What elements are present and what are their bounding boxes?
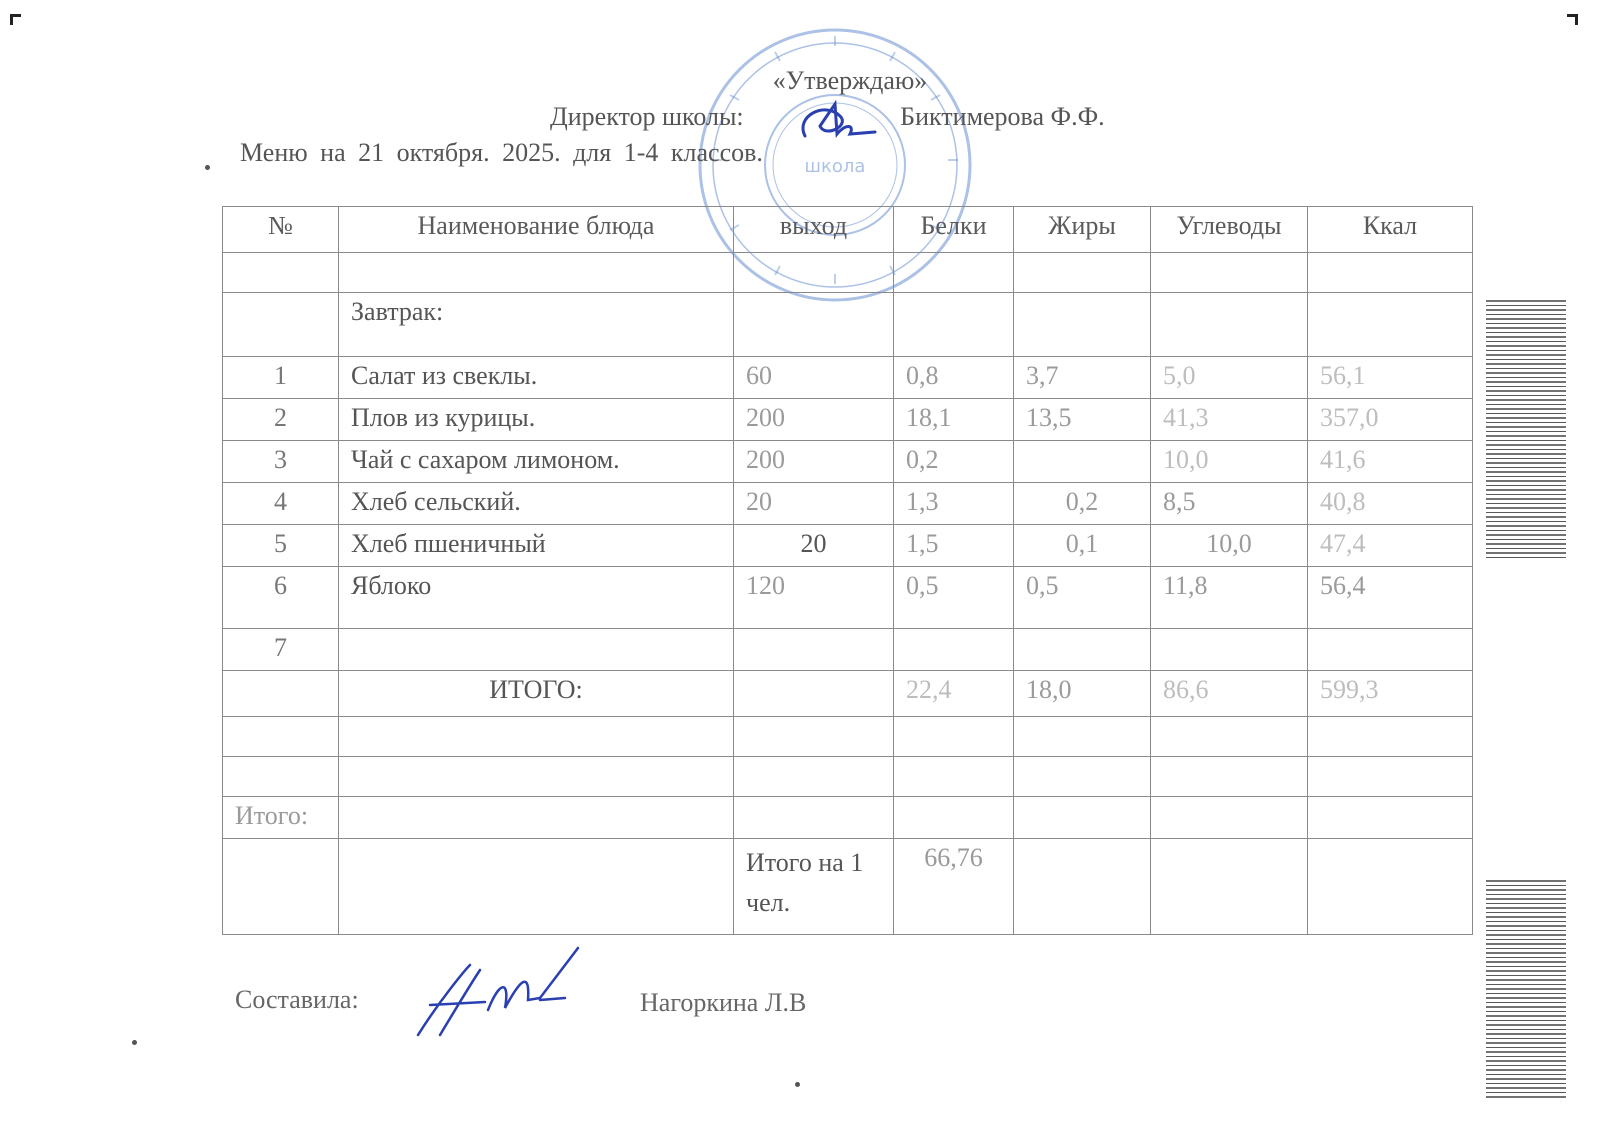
dish-name: Чай с сахаром лимоном. [339,441,734,483]
composed-by-label: Составила: [235,985,359,1014]
total-label: ИТОГО: [339,671,734,717]
dish-kcal: 56,1 [1308,357,1473,399]
dish-carbs: 11,8 [1151,567,1308,629]
dish-protein: 0,5 [894,567,1014,629]
dish-kcal: 56,4 [1308,567,1473,629]
dish-protein: 0,8 [894,357,1014,399]
table-row [223,441,1473,483]
dish-carbs [1151,629,1308,671]
dish-kcal: 357,0 [1308,399,1473,441]
per-person-label: Итого на 1 чел. [734,839,894,935]
menu-title: Меню на 21 октября. 2025. для 1-4 классов. [240,138,763,167]
dish-kcal: 41,6 [1308,441,1473,483]
dish-kcal: 47,4 [1308,525,1473,567]
dish-fat [1014,629,1151,671]
total-carbs: 86,6 [1151,671,1308,717]
dish-output: 20 [734,483,894,525]
row-number: 3 [223,441,339,483]
scan-corner-mark [10,14,21,25]
approval-heading: «Утверждаю» [772,66,928,95]
table-row-grand-total [223,797,1473,839]
dish-fat: 13,5 [1014,399,1151,441]
dish-name [339,629,734,671]
total-protein: 22,4 [894,671,1014,717]
dish-carbs: 8,5 [1151,483,1308,525]
dish-name: Плов из курицы. [339,399,734,441]
scan-artifact [1486,300,1566,560]
dish-output: 200 [734,441,894,483]
dish-output: 200 [734,399,894,441]
row-number: 6 [223,567,339,629]
table-row [223,525,1473,567]
table-row-per-person [223,839,1473,935]
dish-carbs: 10,0 [1151,441,1308,483]
table-row-empty [223,757,1473,797]
composed-by-name: Нагоркина Л.В [640,988,807,1017]
stamp-center-text: школа [804,156,866,177]
dish-output: 60 [734,357,894,399]
section-label: Завтрак: [339,293,734,357]
menu-table [222,206,1473,935]
row-number: 1 [223,357,339,399]
dish-protein: 0,2 [894,441,1014,483]
dish-output [734,629,894,671]
dish-kcal [1308,629,1473,671]
dish-fat: 3,7 [1014,357,1151,399]
table-row [223,399,1473,441]
row-number: 4 [223,483,339,525]
table-row [223,567,1473,629]
dish-name: Хлеб пшеничный [339,525,734,567]
col-header-number: № [223,207,339,253]
table-row [223,483,1473,525]
dish-name: Хлеб сельский. [339,483,734,525]
dish-carbs: 5,0 [1151,357,1308,399]
dish-carbs: 10,0 [1151,525,1308,567]
row-number: 5 [223,525,339,567]
col-header-fat: Жиры [1014,207,1151,253]
col-header-kcal: Ккал [1308,207,1473,253]
dish-output: 120 [734,567,894,629]
table-row-total [223,671,1473,717]
table-row-empty [223,717,1473,757]
director-line [550,102,1105,132]
col-header-name: Наименование блюда [339,207,734,253]
scan-speck [205,165,210,170]
dish-name: Салат из свеклы. [339,357,734,399]
dish-fat [1014,441,1151,483]
dish-protein [894,629,1014,671]
grand-total-label: Итого: [223,797,339,839]
table-row-section [223,293,1473,357]
table-row [223,357,1473,399]
dish-protein: 1,5 [894,525,1014,567]
scan-corner-mark-right [1567,14,1578,25]
dish-protein: 1,3 [894,483,1014,525]
total-fat: 18,0 [1014,671,1151,717]
table-header-row [223,207,1473,253]
col-header-protein: Белки [894,207,1014,253]
dish-fat: 0,5 [1014,567,1151,629]
director-name: Биктимерова Ф.Ф. [900,102,1105,131]
col-header-carbs: Углеводы [1151,207,1308,253]
dish-protein: 18,1 [894,399,1014,441]
scan-artifact [1486,880,1566,1100]
composer-signature [410,940,600,1050]
dish-fat: 0,1 [1014,525,1151,567]
col-header-output: выход [734,207,894,253]
total-kcal: 599,3 [1308,671,1473,717]
dish-fat: 0,2 [1014,483,1151,525]
dish-kcal: 40,8 [1308,483,1473,525]
per-person-value: 66,76 [894,839,1014,935]
director-label: Директор школы: [550,102,744,131]
table-row [223,629,1473,671]
table-row-empty [223,253,1473,293]
dish-output: 20 [734,525,894,567]
dish-name: Яблоко [339,567,734,629]
dish-carbs: 41,3 [1151,399,1308,441]
scan-speck [795,1082,800,1087]
row-number: 7 [223,629,339,671]
row-number: 2 [223,399,339,441]
scan-speck [132,1040,137,1045]
